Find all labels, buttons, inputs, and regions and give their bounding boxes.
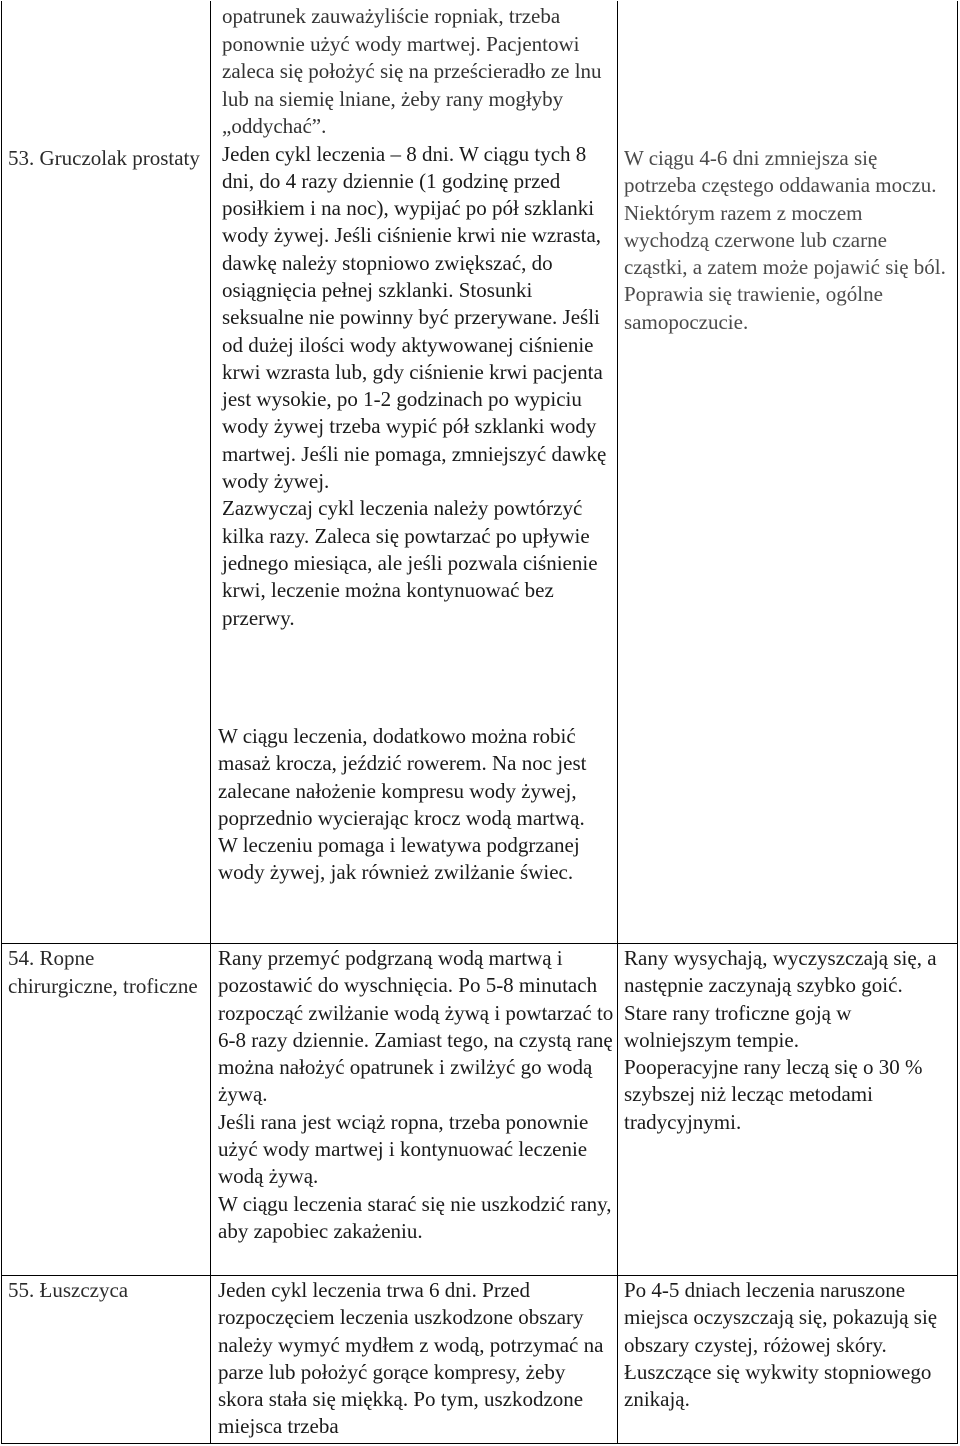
row-divider-54 xyxy=(1,943,958,944)
row-55-label: 55. Łuszczyca xyxy=(8,1278,129,1302)
row-54-label: 54. Ropne chirurgiczne, troficzne xyxy=(8,946,198,998)
row-54-treatment-paragraph: W ciągu leczenia starać się nie uszkodzić rany, aby zapobiec zakażeniu. xyxy=(218,1191,612,1243)
row-54-treatment-paragraph: Jeśli rana jest wciąż ropna, trzeba ponownie użyć wody martwej i kontynuować leczenie wodą żywą. xyxy=(218,1109,589,1189)
row-54-result-paragraph: Stare rany troficzne goją w wolniejszym tempie. xyxy=(624,1000,852,1052)
row-53-result xyxy=(624,145,952,336)
row-divider-55 xyxy=(1,1275,958,1276)
row-54-result-paragraph: Rany wysychają, wyczyszczają się, a następnie zaczynają szybko goić. xyxy=(624,946,937,998)
row-53-treatment-extra xyxy=(218,723,614,887)
column-divider-2 xyxy=(617,1,618,1444)
column-divider-1 xyxy=(210,1,211,1444)
row-54-treatment xyxy=(218,945,614,1245)
row-55-result-paragraph: Po 4-5 dniach leczenia naruszone miejsca oczyszczają się, pokazują się obszary czystej, różowej skóry. xyxy=(624,1278,938,1357)
row-55-treatment xyxy=(218,1277,614,1441)
row-53-treatment-paragraph: W ciągu leczenia, dodatkowo można robić masaż krocza, jeździć rowerem. Na noc jest zalecane nałożenie kompresu wody żywej, poprzednio wycierając krocz wodą martwą. xyxy=(218,724,587,830)
row-53-treatment xyxy=(222,3,614,632)
row-53-result-paragraph: Poprawia się trawienie, ogólne samopoczucie. xyxy=(624,282,883,334)
row-55-treatment-paragraph: Jeden cykl leczenia trwa 6 dni. Przed rozpoczęciem leczenia uszkodzone obszary należy wymyć mydłem z wodą, potrzymać na parze lub położyć gorące kompresy, żeby skora stała się miękką. Po tym, uszkodzone miejsca trzeba xyxy=(218,1278,604,1439)
row-53-treatment-paragraph: Zazwyczaj cykl leczenia należy powtórzyć kilka razy. Zaleca się powtarzać po upływie jednego miesiąca, ale jeśli pozwala ciśnienie krwi, leczenie można kontynuować bez przerwy. xyxy=(222,496,598,630)
row-54-result-paragraph: Pooperacyjne rany leczą się o 30 % szybszej niż lecząc metodami tradycyjnymi. xyxy=(624,1055,923,1134)
row-54-treatment-paragraph: Rany przemyć podgrzaną wodą martwą i pozostawić do wyschnięcia. Po 5-8 minutach rozpocząć zwilżanie wodą żywą i powtarzać to 6-8 razy dziennie. Zamiast tego, na czystą ranę można nałożyć opatrunek i zwilżyć go wodą żywą. xyxy=(218,946,614,1107)
row-53-carryover-paragraph: opatrunek zauważyliście ropniak, trzeba ponownie użyć wody martwej. Pacjentowi zaleca się położyć się na prześcieradło ze lnu lub na siemię lniane, żeby rany mogłyby „oddychać”. xyxy=(222,4,602,138)
row-53-treatment-paragraph: Jeden cykl leczenia – 8 dni. W ciągu tych 8 dni, do 4 razy dziennie (1 godzinę przed posiłkiem i na noc), wypijać po pół szklanki wody żywej. Jeśli ciśnienie krwi nie wzrasta, dawkę należy stopniowo zwiększać, do osiągnięcia pełnej szklanki. Stosunki seksualne nie powinny być przerywane. Jeśli od dużej ilości wody aktywowanej ciśnienie krwi wzrasta lub, gdy ciśnienie krwi pacjenta jest wysokie, po 1-2 godzinach po wypiciu wody żywej trzeba wypić pół szklanki wody martwej. Jeśli nie pomaga, zmniejszyć dawkę wody żywej. xyxy=(222,141,607,494)
row-53-label: 53. Gruczolak prostaty xyxy=(8,146,200,170)
row-55-result-paragraph: Łuszczące się wykwity stopniowego znikają. xyxy=(624,1359,932,1412)
row-53-result-paragraph: W ciągu 4-6 dni zmniejsza się potrzeba częstego oddawania moczu. Niektórym razem z moczem wychodzą czerwone lub czarne cząstki, a zatem może pojawić się ból. xyxy=(624,146,946,280)
row-54-result xyxy=(624,945,952,1136)
row-55-result xyxy=(624,1277,952,1413)
row-53-treatment-paragraph: W leczeniu pomaga i lewatywa podgrzanej wody żywej, jak również zwilżanie świec. xyxy=(218,833,580,885)
